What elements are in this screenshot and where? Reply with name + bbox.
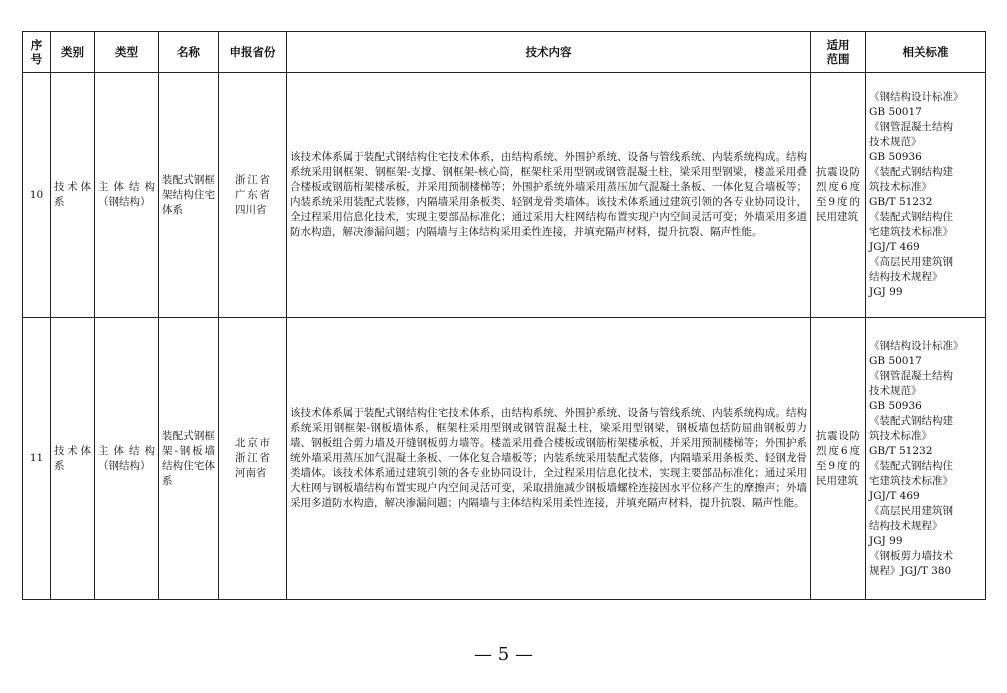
row-type: 主体结构（钢结构） (95, 73, 159, 318)
header-content: 技术内容 (287, 32, 811, 73)
standard-line: GB 50017 (869, 354, 922, 367)
standard-line: 《钢板剪力墙技术 (869, 549, 953, 562)
page-number: — 5 — (474, 644, 533, 665)
standard-line: 《装配式钢结构建 (869, 166, 953, 178)
row-content: 该技术体系属于装配式钢结构住宅技术体系，由结构系统、外围护系统、设备与管线系统、内装系统构成。结构系统采用钢框架、钢框架-支撑、钢框架-核心筒，框架柱采用型钢或钢管混凝土柱，梁采用型钢梁，楼盖采用叠合楼板或钢筋桁架楼承板，并采用预制楼梯等；外围护系统外墙采用蒸压加气混凝土条板、一体化复合墙板等；内装系统采用装配式装修，内隔墙采用条板类、轻钢龙骨类墙体。该技术体系通过建筑引领的各专业协同设计，全过程采用信息化技术，实现主要部品标准化；通过采用大柱网结构布置实现户内空间灵活可变；外墙采用多道防水构造，解决渗漏问题；内隔墙与主体结构采用柔性连接，并填充隔声材料，提升抗裂、隔声性能。 (287, 73, 811, 318)
standard-line: GB/T 51232 (869, 196, 933, 208)
header-province: 申报省份 (219, 32, 287, 73)
standard-line: 《钢管混凝土结构 (869, 121, 953, 133)
standard-line: 《装配式钢结构住 (869, 459, 953, 472)
header-standards: 相关标准 (866, 32, 986, 73)
row-province: 北京市浙江省河南省 (219, 318, 287, 600)
header-seq: 序号 (23, 32, 51, 73)
standard-line: 规程》JGJ/T 380 (869, 564, 952, 577)
standard-line: 宅建筑技术标准》 (869, 226, 953, 238)
standard-line: 《钢结构设计标准》 (869, 91, 964, 103)
row-seq: 10 (23, 73, 51, 318)
header-scope: 适用范围 (811, 32, 866, 73)
standard-line: 《高层民用建筑钢 (869, 256, 953, 268)
row-category: 技术体系 (51, 318, 95, 600)
standard-line: 技术规范》 (869, 384, 922, 397)
row-seq: 11 (23, 318, 51, 600)
row-standards (866, 73, 986, 318)
standard-line: 结构技术规程》 (869, 271, 943, 283)
table-row (23, 318, 986, 600)
standard-line: 《高层民用建筑钢 (869, 504, 953, 517)
standard-line: JGJ 99 (869, 286, 903, 298)
row-content: 该技术体系属于装配式钢结构住宅技术体系，由结构系统、外围护系统、设备与管线系统、内装系统构成。结构系统采用钢框架-钢板墙体系，框架柱采用型钢或钢管混凝土柱，梁采用型钢梁，钢板墙包括防屈曲钢板剪力墙、钢板组合剪力墙及开缝钢板剪力墙等。楼盖采用叠合楼板或钢筋桁架楼承板，并采用预制楼梯等；外围护系统外墙采用蒸压加气混凝土条板、一体化复合墙板等；内装系统采用装配式装修，内隔墙采用条板类、轻钢龙骨类墙体。该技术体系通过建筑引领的各专业协同设计，全过程采用信息化技术，实现主要部品标准化；通过采用大柱网与钢板墙结构布置实现户内空间灵活可变，采取措施减少钢板墙螺栓连接因水平位移产生的摩擦声；外墙采用多道防水构造，解决渗漏问题；内隔墙与主体结构采用柔性连接，并填充隔声材料，提升抗裂、隔声性能。 (287, 318, 811, 600)
table-header-row (23, 32, 986, 73)
standard-line: 筑技术标准》 (869, 181, 932, 193)
row-scope: 抗震设防烈度6度至9度的民用建筑 (811, 73, 866, 318)
row-name: 装配式钢框架结构住宅体系 (159, 73, 219, 318)
header-name: 名称 (159, 32, 219, 73)
row-name: 装配式钢框架-钢板墙结构住宅体系 (159, 318, 219, 600)
standard-line: JGJ/T 469 (869, 489, 920, 502)
header-type: 类型 (95, 32, 159, 73)
standard-line: JGJ 99 (869, 534, 903, 547)
header-category: 类别 (51, 32, 95, 73)
row-type: 主体结构（钢结构） (95, 318, 159, 600)
row-scope: 抗震设防烈度6度至9度的民用建筑 (811, 318, 866, 600)
standard-line: JGJ/T 469 (869, 241, 920, 253)
standard-line: 筑技术标准》 (869, 429, 932, 442)
standard-line: GB 50017 (869, 106, 922, 118)
row-province: 浙江省广东省四川省 (219, 73, 287, 318)
standard-line: 《装配式钢结构住 (869, 211, 953, 223)
standard-line: GB 50936 (869, 151, 922, 163)
standard-line: 《钢管混凝土结构 (869, 369, 953, 382)
standard-line: GB/T 51232 (869, 444, 933, 457)
standard-line: 技术规范》 (869, 136, 922, 148)
table-row (23, 73, 986, 318)
standard-line: 宅建筑技术标准》 (869, 474, 953, 487)
standard-line: 《装配式钢结构建 (869, 414, 953, 427)
standard-line: 《钢结构设计标准》 (869, 339, 964, 352)
row-standards (866, 318, 986, 600)
row-category: 技术体系 (51, 73, 95, 318)
standard-line: 结构技术规程》 (869, 519, 943, 532)
standard-line: GB 50936 (869, 399, 922, 412)
technology-table (22, 31, 986, 600)
